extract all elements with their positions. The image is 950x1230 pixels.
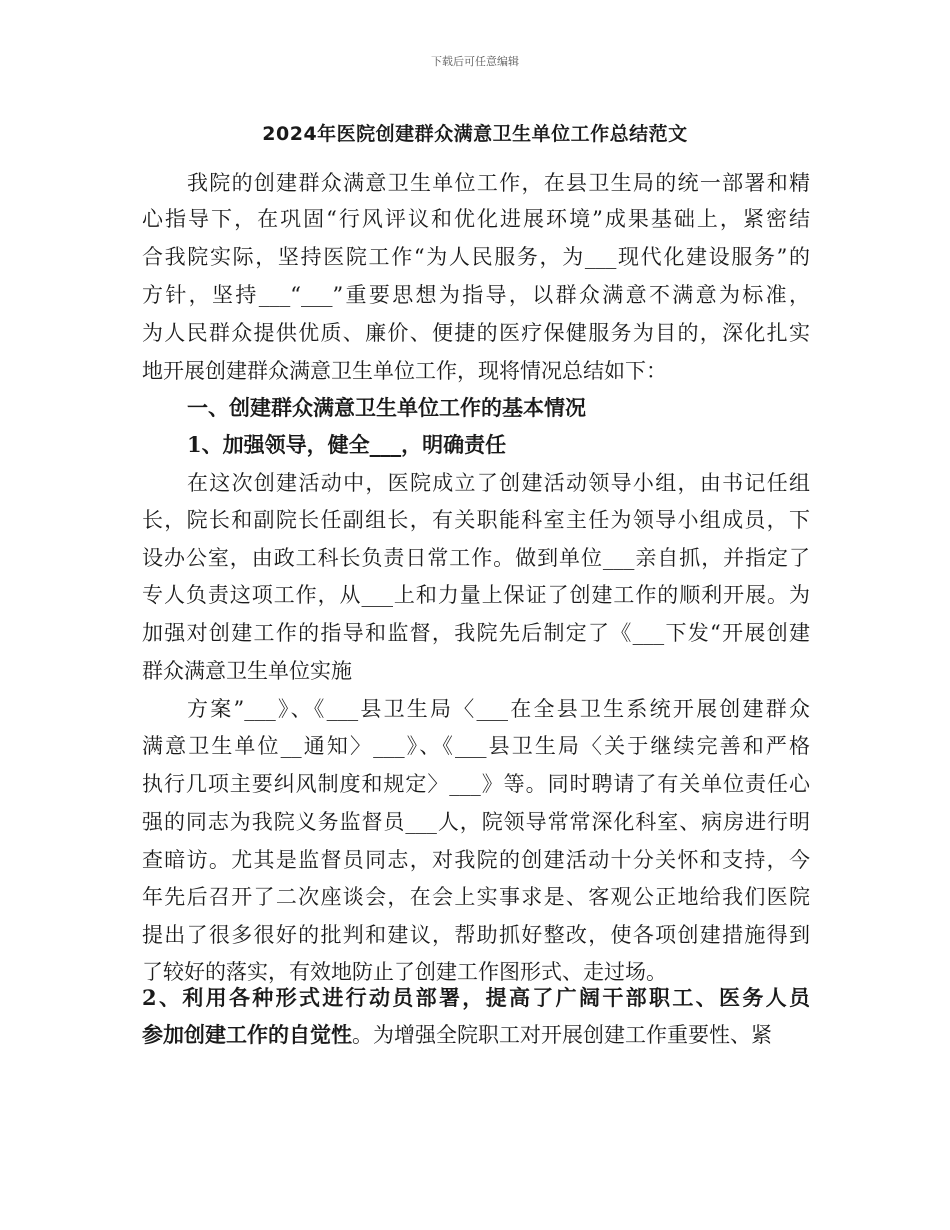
text-line: 强的同志为我院义务监督员___人，院领导常常深化科室、病房进行明 — [142, 810, 810, 834]
para2-line2-rest: 。为增强全院职工对开展创建工作重要性、紧 — [352, 1023, 772, 1047]
text-line: 合我院实际，坚持医院工作“为人民服务，为___现代化建设服务”的 — [142, 245, 810, 269]
para2-line2-bold: 参加创建工作的自觉性 — [142, 1022, 352, 1047]
text-line: 地开展创建群众满意卫生单位工作，现将情况总结如下： — [142, 359, 667, 383]
text-line: 加强对创建工作的指导和监督，我院先后制定了《___下发“开展创建 — [142, 621, 810, 645]
text-line: 为人民群众提供优质、廉价、便捷的医疗保健服务为目的，深化扎实 — [142, 321, 810, 345]
text-line: 长，院长和副院长任副组长，有关职能科室主任为领导小组成员，下 — [142, 508, 810, 532]
text-line: 群众满意卫生单位实施 — [142, 659, 352, 683]
text-line: 设办公室，由政工科长负责日常工作。做到单位___亲自抓，并指定了 — [142, 546, 810, 570]
text-line: 一、创建群众满意卫生单位工作的基本情况 — [187, 395, 586, 420]
document-title: 2024年医院创建群众满意卫生单位工作总结范文 — [262, 123, 688, 145]
text-line: 我院的创建群众满意卫生单位工作，在县卫生局的统一部署和精 — [187, 171, 810, 195]
header-note: 下载后可任意编辑 — [431, 55, 519, 68]
text-line: 满意卫生单位__通知〉___》、《___县卫生局〈关于继续完善和严格 — [142, 734, 810, 758]
para2-line2 — [142, 1020, 810, 1050]
text-line: 心指导下，在巩固“行风评议和优化进展环境”成果基础上，紧密结 — [142, 207, 810, 231]
text-line: 1、加强领导，健全___，明确责任 — [187, 432, 507, 457]
text-line: 执行几项主要纠风制度和规定〉___》等。同时聘请了有关单位责任心 — [142, 772, 810, 796]
text-line: 年先后召开了二次座谈会，在会上实事求是、客观公正地给我们医院 — [142, 885, 810, 909]
para2-line1: 2、利用各种形式进行动员部署，提高了广阔干部职工、医务人员 — [142, 985, 810, 1010]
text-line: 了较好的落实，有效地防止了创建工作图形式、走过场。 — [142, 960, 667, 984]
text-line: 在这次创建活动中，医院成立了创建活动领导小组，由书记任组 — [187, 471, 810, 495]
text-line: 提出了很多很好的批判和建议，帮助抓好整改，使各项创建措施得到 — [142, 923, 810, 947]
text-line: 方针，坚持___“___”重要思想为指导，以群众满意不满意为标准， — [142, 283, 810, 307]
text-line: 方案”___》、《___县卫生局〈___在全县卫生系统开展创建群众 — [187, 697, 810, 721]
text-line: 专人负责这项工作，从___上和力量上保证了创建工作的顺利开展。为 — [142, 583, 810, 607]
text-line: 查暗访。尤其是监督员同志，对我院的创建活动十分关怀和支持，今 — [142, 848, 810, 872]
